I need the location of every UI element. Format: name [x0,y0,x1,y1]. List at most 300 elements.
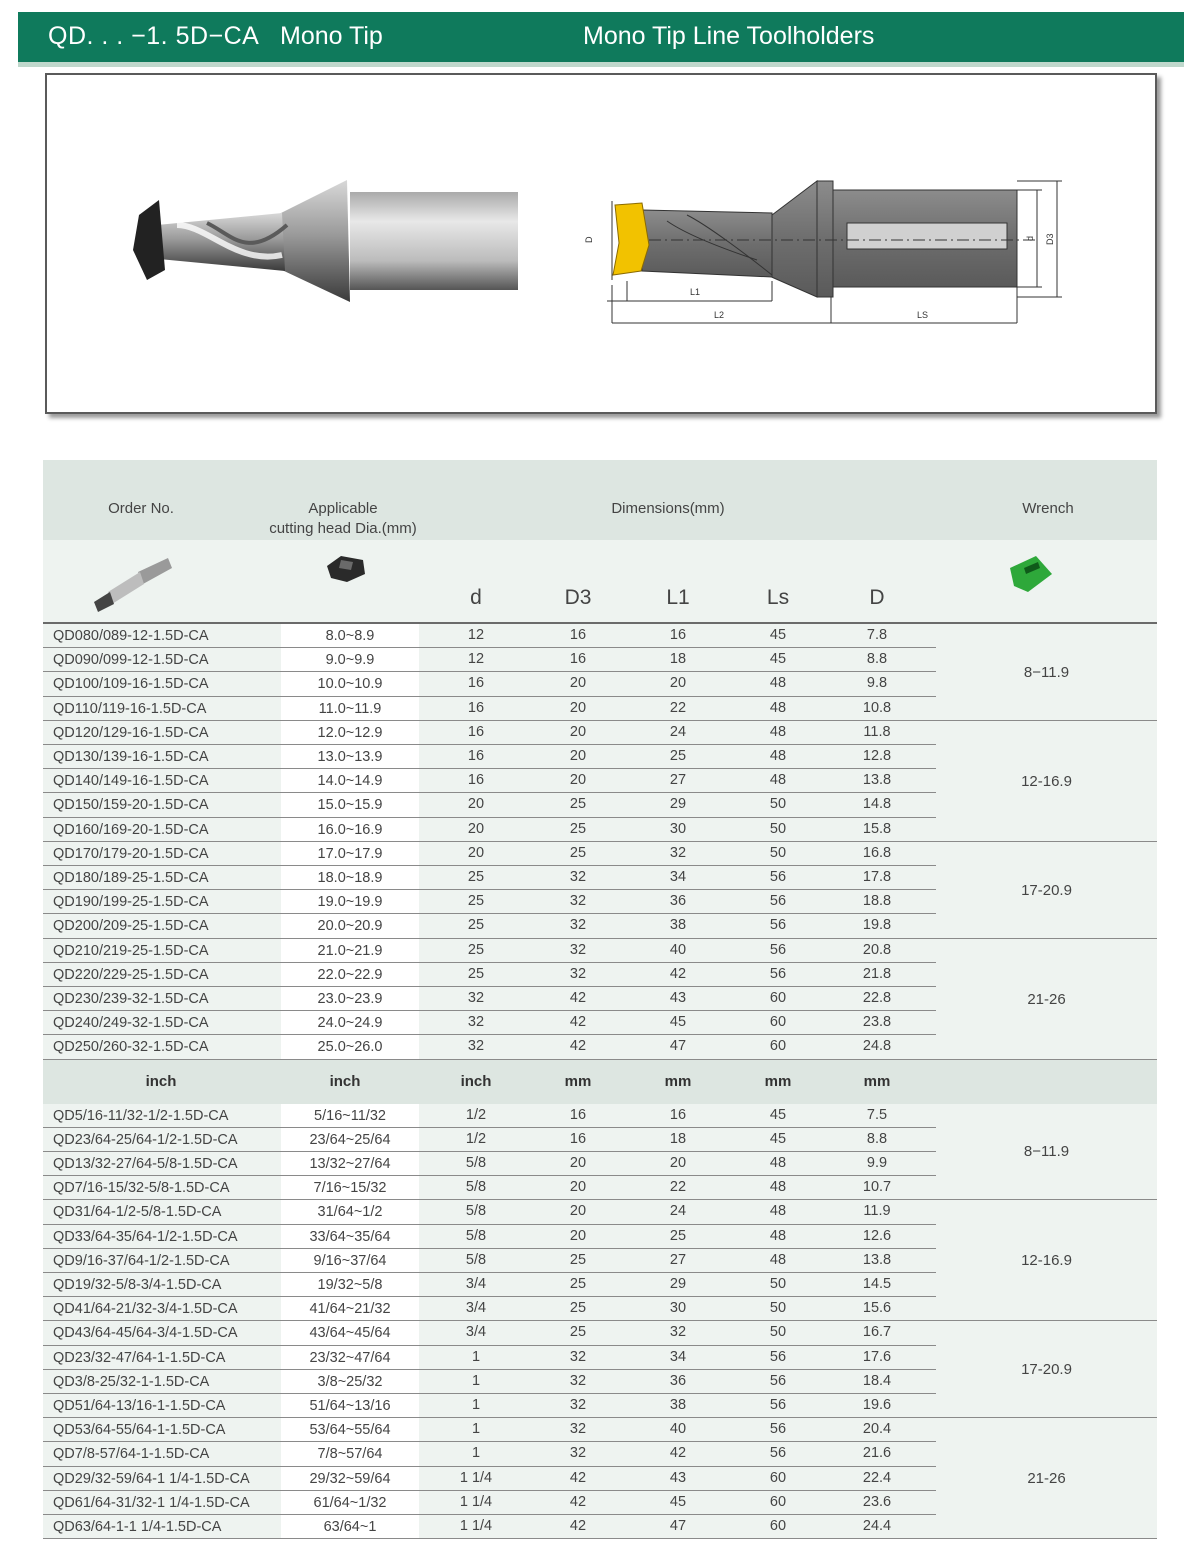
table-row [43,818,936,842]
wrench-size: 8−11.9 [936,624,1157,721]
dim-value-Ls: 60 [769,1493,787,1510]
table-row [43,1176,936,1200]
dim-value-D: 21.6 [862,1445,892,1462]
dim-value-D3: 16 [569,1106,587,1123]
dim-value-L1: 45 [669,1493,687,1510]
unit-label: mm [863,1072,891,1090]
order-number: QD41/64-21/32-3/4-1.5D-CA [43,1297,281,1321]
dim-value-d: 1 [471,1445,481,1462]
dim-value-Ls: 60 [769,1038,787,1055]
dim-value-D3: 32 [569,1445,587,1462]
cutting-head-range: 20.0~20.9 [281,914,419,938]
cutting-head-range: 29/32~59/64 [281,1467,419,1491]
order-number: QD240/249-32-1.5D-CA [43,1011,281,1035]
dim-value-d: 16 [467,675,485,692]
dim-value-Ls: 45 [769,1130,787,1147]
dim-value-Ls: 48 [769,748,787,764]
dim-value-D: 15.6 [862,1300,892,1317]
dim-value-d: 16 [467,748,485,764]
product-code: QD. . . −1. 5D−CA [48,22,260,50]
dim-value-D: 18.8 [862,893,892,910]
wrench-icon [1006,552,1056,598]
cutting-head-range: 51/64~13/16 [281,1394,419,1418]
dim-value-D3: 42 [569,990,587,1006]
dim-value-d: 5/8 [465,1155,487,1171]
table-body [43,624,1157,1544]
order-number: QD100/109-16-1.5D-CA [43,672,281,696]
cutting-head-range: 61/64~1/32 [281,1491,419,1515]
dim-value-d: 25 [467,893,485,910]
dim-value-D: 9.9 [866,1155,888,1171]
dim-value-Ls: 56 [769,893,787,910]
table-row [43,1128,936,1152]
dim-value-d: 25 [467,965,485,982]
dim-value-Ls: 48 [769,675,787,692]
cutting-head-range: 7/16~15/32 [281,1176,419,1200]
order-number: QD140/149-16-1.5D-CA [43,769,281,793]
order-number: QD190/199-25-1.5D-CA [43,890,281,914]
order-number: QD170/179-20-1.5D-CA [43,842,281,866]
order-number: QD23/64-25/64-1/2-1.5D-CA [43,1128,281,1152]
dim-value-L1: 38 [669,1397,687,1413]
table-row [43,1394,936,1418]
order-number: QD160/169-20-1.5D-CA [43,818,281,842]
cutting-head-range: 14.0~14.9 [281,769,419,793]
table-row [43,1011,936,1035]
cutting-head-range: 33/64~35/64 [281,1225,419,1249]
order-number: QD150/159-20-1.5D-CA [43,793,281,817]
dim-value-L1: 43 [669,990,687,1006]
table-row [43,890,936,914]
table-row [43,721,936,745]
dim-value-Ls: 48 [769,1251,787,1268]
order-number: QD080/089-12-1.5D-CA [43,624,281,648]
dim-value-Ls: 50 [769,820,787,837]
dim-value-d: 3/4 [465,1276,487,1292]
dim-value-D3: 20 [569,748,587,764]
dim-value-D: 19.6 [862,1397,892,1413]
dim-value-L1: 16 [669,1106,687,1123]
dim-value-d: 32 [467,1014,485,1031]
dim-value-Ls: 56 [769,1397,787,1413]
dim-value-Ls: 45 [769,1106,787,1123]
dim-value-d: 3/4 [465,1324,487,1341]
order-number: QD220/229-25-1.5D-CA [43,963,281,987]
cutting-head-range: 23.0~23.9 [281,987,419,1011]
dim-value-D: 22.4 [862,1469,892,1486]
order-number: QD53/64-55/64-1-1.5D-CA [43,1418,281,1442]
dim-value-d: 20 [467,796,485,813]
dim-value-D: 23.8 [862,1014,892,1031]
table-row [43,939,936,963]
dim-value-Ls: 56 [769,869,787,885]
cutting-head-range: 24.0~24.9 [281,1011,419,1035]
dim-value-d: 1 1/4 [459,1493,493,1510]
dim-value-d: 20 [467,844,485,861]
table-row [43,1418,936,1442]
dim-value-Ls: 50 [769,1324,787,1341]
cutting-head-range: 21.0~21.9 [281,939,419,963]
cutting-head-range: 8.0~8.9 [281,624,419,648]
dim-value-D3: 32 [569,1348,587,1365]
dim-value-D3: 20 [569,1203,587,1220]
dim-value-D: 14.5 [862,1276,892,1292]
dim-value-D3: 42 [569,1038,587,1055]
dim-value-L1: 34 [669,869,687,885]
order-number: QD210/219-25-1.5D-CA [43,939,281,963]
header-applicable: Applicable [308,500,378,517]
header-dimensions: Dimensions(mm) [611,500,725,517]
table-row [43,745,936,769]
unit-label: inch [460,1072,492,1090]
dim-value-D3: 25 [569,820,587,837]
dim-value-d: 3/4 [465,1300,487,1317]
order-number: QD3/8-25/32-1-1.5D-CA [43,1370,281,1394]
cutting-head-range: 11.0~11.9 [281,697,419,721]
cutting-head-range: 23/64~25/64 [281,1128,419,1152]
dim-value-D: 16.7 [862,1324,892,1341]
dim-value-Ls: 50 [769,844,787,861]
dim-value-D3: 32 [569,869,587,885]
wrench-size: 12-16.9 [936,1200,1157,1321]
dim-value-d: 25 [467,917,485,934]
dim-value-Ls: 48 [769,699,787,716]
col-D3: D3 [564,586,592,609]
dim-value-Ls: 60 [769,1469,787,1486]
dim-value-D: 10.8 [862,699,892,716]
order-number: QD7/16-15/32-5/8-1.5D-CA [43,1176,281,1200]
dim-value-D: 18.4 [862,1372,892,1389]
cutting-head-icon [323,554,369,584]
cutting-head-range: 41/64~21/32 [281,1297,419,1321]
table-row [43,1152,936,1176]
dim-value-D: 21.8 [862,965,892,982]
order-number: QD63/64-1-1 1/4-1.5D-CA [43,1515,281,1539]
unit-label: mm [564,1072,592,1090]
dim-value-L1: 43 [669,1469,687,1486]
header-applicable-line2: cutting head Dia.(mm) [269,520,417,537]
table-row [43,624,936,648]
label-L2: L2 [714,310,725,320]
order-number: QD180/189-25-1.5D-CA [43,866,281,890]
unit-label: mm [764,1072,792,1090]
dim-value-d: 16 [467,772,485,789]
dim-value-D3: 16 [569,1130,587,1147]
dim-value-d: 16 [467,699,485,716]
dim-value-D3: 32 [569,1397,587,1413]
order-number: QD31/64-1/2-5/8-1.5D-CA [43,1200,281,1224]
dim-value-D: 16.8 [862,844,892,861]
dim-value-D: 7.5 [866,1106,888,1123]
dim-value-D: 11.9 [863,1203,891,1220]
unit-label: mm [664,1072,692,1090]
col-L1: L1 [666,586,690,609]
dim-value-Ls: 45 [769,651,787,668]
cutting-head-range: 53/64~55/64 [281,1418,419,1442]
label-L1: L1 [690,287,701,297]
dim-value-D3: 42 [569,1469,587,1486]
order-number: QD51/64-13/16-1-1.5D-CA [43,1394,281,1418]
dim-value-L1: 42 [669,1445,687,1462]
header-wrench: Wrench [1022,500,1074,517]
dim-value-Ls: 56 [769,941,787,958]
dim-value-L1: 24 [669,723,687,740]
table-row [43,793,936,817]
dim-value-L1: 18 [669,1130,687,1147]
header-banner [18,12,1184,67]
dim-value-d: 1 [471,1372,481,1389]
table-row [43,1467,936,1491]
table-row [43,697,936,721]
wrench-size: 12-16.9 [936,721,1157,842]
dim-value-D3: 20 [569,1179,587,1196]
dim-value-L1: 25 [669,748,687,764]
dim-value-D3: 20 [569,1227,587,1244]
dim-value-d: 16 [467,723,485,740]
dim-value-D3: 32 [569,1421,587,1438]
table-row [43,963,936,987]
cutting-head-range: 12.0~12.9 [281,721,419,745]
header-order-no: Order No. [108,500,174,517]
dim-value-D3: 32 [569,893,587,910]
dim-value-D3: 32 [569,965,587,982]
dim-value-d: 20 [467,820,485,837]
toolholder-drawing [47,75,1155,412]
cutting-head-range: 5/16~11/32 [281,1104,419,1128]
dim-value-L1: 42 [669,965,687,982]
dim-value-L1: 25 [669,1227,687,1244]
table-row [43,672,936,696]
order-number: QD120/129-16-1.5D-CA [43,721,281,745]
dim-value-D3: 20 [569,772,587,789]
dim-value-d: 1 1/4 [459,1518,493,1534]
dim-value-L1: 20 [669,1155,687,1171]
dim-value-D: 20.8 [862,941,892,958]
dim-value-Ls: 48 [769,723,787,740]
product-table [43,460,1157,1544]
table-header [43,460,1157,540]
dim-value-d: 5/8 [465,1227,487,1244]
dim-value-D: 13.8 [862,1251,892,1268]
dim-value-Ls: 48 [769,1179,787,1196]
dim-value-D: 7.8 [866,627,888,643]
dim-value-L1: 27 [669,1251,687,1268]
row-divider [43,1538,936,1539]
cutting-head-range: 43/64~45/64 [281,1321,419,1345]
dim-value-d: 32 [467,990,485,1006]
order-number: QD110/119-16-1.5D-CA [43,697,281,721]
label-d: d [1025,235,1035,241]
dim-value-Ls: 56 [769,1348,787,1365]
dim-value-L1: 24 [669,1203,687,1220]
dim-value-D: 10.7 [862,1179,892,1196]
dim-value-Ls: 56 [769,965,787,982]
table-row [43,1035,936,1059]
dim-value-Ls: 60 [769,1014,787,1031]
dim-value-D: 15.8 [862,820,892,837]
cutting-head-range: 63/64~1 [281,1515,419,1539]
dim-value-Ls: 50 [769,1276,787,1292]
dim-value-D: 17.8 [862,869,892,885]
product-line: Mono Tip Line Toolholders [583,22,875,50]
dim-value-Ls: 60 [769,1518,787,1534]
dim-value-L1: 34 [669,1348,687,1365]
table-row [43,1515,936,1539]
dim-value-D: 13.8 [862,772,892,789]
dim-value-D: 22.8 [862,990,892,1006]
dim-value-D3: 25 [569,1276,587,1292]
cutting-head-range: 23/32~47/64 [281,1346,419,1370]
order-number: QD7/8-57/64-1-1.5D-CA [43,1442,281,1466]
order-number: QD43/64-45/64-3/4-1.5D-CA [43,1321,281,1345]
order-number: QD29/32-59/64-1 1/4-1.5D-CA [43,1467,281,1491]
dim-value-L1: 32 [669,844,687,861]
dim-value-D: 12.6 [862,1227,892,1244]
unit-label: inch [145,1072,177,1090]
table-row [43,1370,936,1394]
dim-value-Ls: 56 [769,1445,787,1462]
dim-value-L1: 47 [669,1038,687,1055]
dim-value-L1: 47 [669,1518,687,1534]
dim-value-L1: 30 [669,1300,687,1317]
dim-value-L1: 27 [669,772,687,789]
cutting-head-range: 16.0~16.9 [281,818,419,842]
drawing-frame [45,73,1157,414]
dim-value-D3: 20 [569,699,587,716]
cutting-head-range: 31/64~1/2 [281,1200,419,1224]
dim-value-Ls: 45 [769,627,787,643]
dim-value-D3: 16 [569,627,587,643]
table-row [43,1225,936,1249]
dim-value-Ls: 50 [769,796,787,813]
cutting-head-range: 9/16~37/64 [281,1249,419,1273]
wrench-size: 21-26 [936,939,1157,1060]
toolholder-side-view [607,181,1062,323]
dim-value-L1: 22 [669,699,687,716]
dim-value-D3: 25 [569,1300,587,1317]
dim-value-D3: 20 [569,675,587,692]
table-row [43,866,936,890]
wrench-size: 21-26 [936,1418,1157,1539]
order-number: QD130/139-16-1.5D-CA [43,745,281,769]
dim-value-Ls: 48 [769,1155,787,1171]
dim-value-d: 1 [471,1348,481,1365]
dim-value-D: 8.8 [866,1130,888,1147]
dim-value-d: 32 [467,1038,485,1055]
dim-value-L1: 22 [669,1179,687,1196]
cutting-head-range: 10.0~10.9 [281,672,419,696]
unit-row [43,1060,1157,1104]
dim-value-d: 25 [467,869,485,885]
wrench-size: 17-20.9 [936,842,1157,939]
dim-value-Ls: 60 [769,990,787,1006]
dim-value-L1: 29 [669,1276,687,1292]
dim-value-d: 1/2 [465,1130,487,1147]
order-number: QD200/209-25-1.5D-CA [43,914,281,938]
dim-value-L1: 32 [669,1324,687,1341]
dim-value-L1: 38 [669,917,687,934]
cutting-head-range: 15.0~15.9 [281,793,419,817]
dim-value-D3: 20 [569,723,587,740]
dim-value-L1: 30 [669,820,687,837]
dim-value-L1: 40 [669,941,687,958]
cutting-head-range: 22.0~22.9 [281,963,419,987]
order-number: QD090/099-12-1.5D-CA [43,648,281,672]
order-number: QD13/32-27/64-5/8-1.5D-CA [43,1152,281,1176]
dim-value-d: 1 [471,1397,481,1413]
dim-value-D: 24.8 [862,1038,892,1055]
col-Ls: Ls [766,586,790,609]
cutting-head-range: 9.0~9.9 [281,648,419,672]
table-row [43,648,936,672]
dim-value-D3: 25 [569,796,587,813]
cutting-head-range: 13.0~13.9 [281,745,419,769]
dim-value-D3: 42 [569,1493,587,1510]
wrench-divider [936,1538,1157,1539]
dim-value-L1: 16 [669,627,687,643]
dim-value-d: 5/8 [465,1179,487,1196]
dim-value-Ls: 50 [769,1300,787,1317]
table-row [43,842,936,866]
dim-value-D: 20.4 [862,1421,892,1438]
dim-value-D: 17.6 [862,1348,892,1365]
table-row [43,1200,936,1224]
cutting-head-range: 18.0~18.9 [281,866,419,890]
dim-value-L1: 29 [669,796,687,813]
order-number: QD61/64-31/32-1 1/4-1.5D-CA [43,1491,281,1515]
wrench-size: 17-20.9 [936,1321,1157,1418]
dim-value-d: 5/8 [465,1203,487,1220]
dim-value-D3: 42 [569,1518,587,1534]
dim-value-D3: 16 [569,651,587,668]
order-number: QD5/16-11/32-1/2-1.5D-CA [43,1104,281,1128]
dim-value-L1: 45 [669,1014,687,1031]
table-row [43,987,936,1011]
dim-value-D3: 42 [569,1014,587,1031]
dim-value-D3: 32 [569,941,587,958]
toolholder-icon [88,552,174,614]
cutting-head-range: 17.0~17.9 [281,842,419,866]
table-row [43,1321,936,1345]
table-row [43,769,936,793]
label-D: D [584,236,594,243]
dim-value-D3: 25 [569,844,587,861]
dim-value-L1: 36 [669,1372,687,1389]
dim-value-D: 11.8 [863,723,891,740]
order-number: QD19/32-5/8-3/4-1.5D-CA [43,1273,281,1297]
cutting-head-range: 7/8~57/64 [281,1442,419,1466]
dim-value-D: 24.4 [862,1518,892,1534]
dim-value-d: 5/8 [465,1251,487,1268]
col-d: d [470,586,482,609]
table-row [43,1249,936,1273]
dim-value-d: 25 [467,941,485,958]
table-row [43,1297,936,1321]
order-number: QD9/16-37/64-1/2-1.5D-CA [43,1249,281,1273]
dim-value-L1: 36 [669,893,687,910]
dim-value-D3: 25 [569,1324,587,1341]
dim-value-Ls: 48 [769,1203,787,1220]
table-row [43,1104,936,1128]
table-row [43,1273,936,1297]
cutting-head-range: 25.0~26.0 [281,1035,419,1059]
label-D3: D3 [1045,233,1055,245]
order-number: QD230/239-32-1.5D-CA [43,987,281,1011]
dim-value-d: 12 [467,651,485,668]
dim-value-D: 12.8 [862,748,892,764]
dim-value-d: 12 [467,627,485,643]
dim-value-Ls: 56 [769,1372,787,1389]
